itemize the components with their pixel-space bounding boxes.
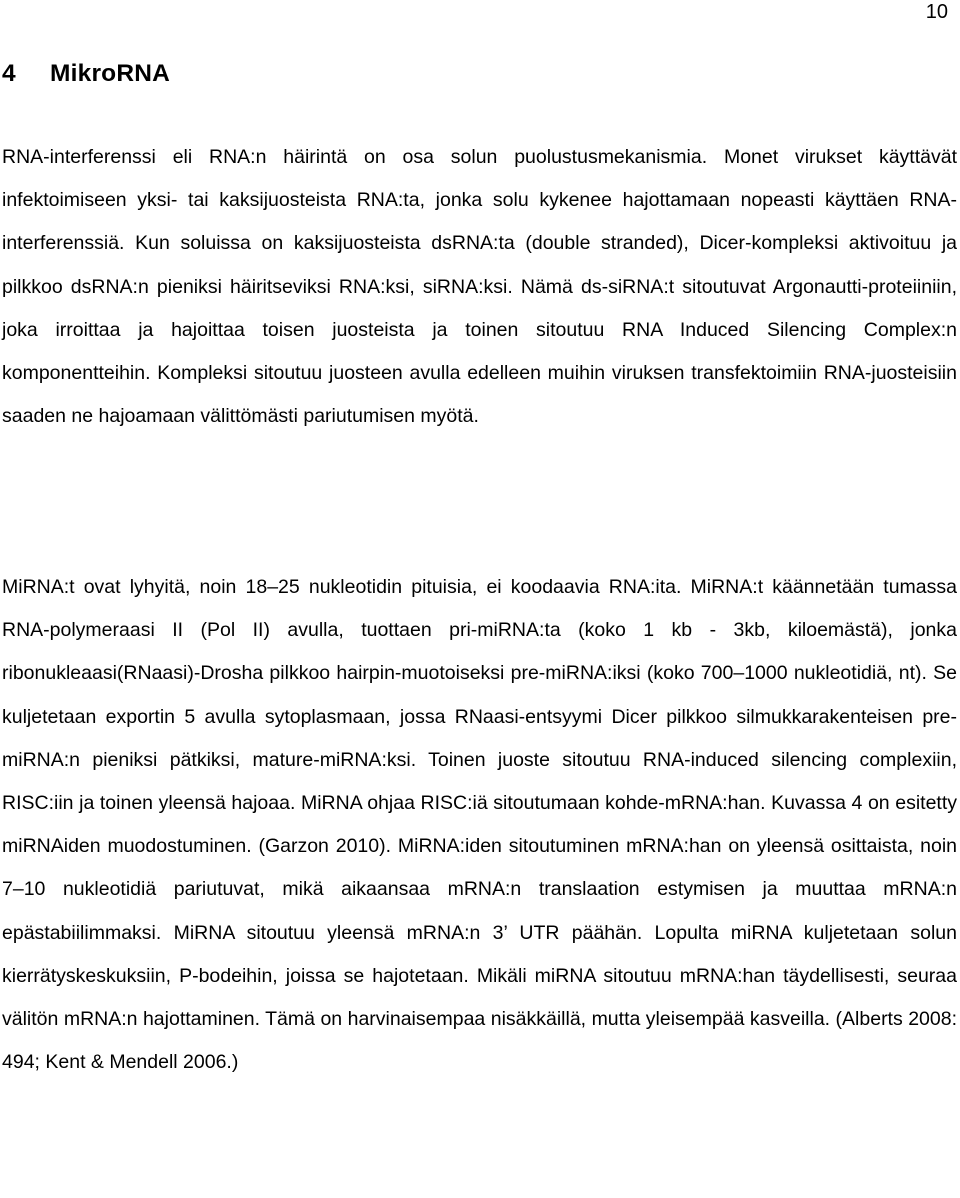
body-paragraph-mirna: MiRNA:t ovat lyhyitä, noin 18–25 nukleotidin pituisia, ei koodaavia RNA:ita. MiRNA:t käännetään tumassa RNA-polymeraasi II (Pol II) avulla, tuottaen pri-miRNA:ta (koko 1 kb - 3kb, kiloemästä), jonka ribonukleaasi(RNaasi)-Drosha pilkkoo hairpin-muotoiseksi pre-miRNA:iksi (koko 700–1000 nukleotidiä, nt). Se kuljetetaan exportin 5 avulla sytoplasmaan, jossa RNaasi-entsyymi Dicer pilkkoo silmukkarakenteisen pre-miRNA:n pieniksi pätkiksi, mature-miRNA:ksi. Toinen juoste sitoutuu RNA-induced silencing complexiin, RISC:iin ja toinen yleensä hajoaa. MiRNA ohjaa RISC:iä sitoutumaan kohde-mRNA:han. Kuvassa 4 on esitetty miRNAiden muodostuminen. (Garzon 2010). MiRNA:iden sitoutuminen mRNA:han on yleensä osittaista, noin 7–10 nukleotidiä pariutuvat, mikä aikaansaa mRNA:n translaation estymisen ja muuttaa mRNA:n epästabiilimmaksi. MiRNA sitoutuu yleensä mRNA:n 3’ UTR päähän. Lopulta miRNA kuljetetaan solun kierrätyskeskuksiin, P-bodeihin, joissa se hajotetaan. Mikäli miRNA sitoutuu mRNA:han täydellisesti, seuraa välitön mRNA:n hajottaminen. Tämä on harvinaisempaa nisäkkäillä, mutta yleisempää kasveilla. (Alberts 2008: 494; Kent & Mendell 2006.) <box>2 576 957 1074</box>
chapter-number: 4 <box>2 60 16 87</box>
chapter-title: MikroRNA <box>50 60 171 87</box>
page-number: 10 <box>925 1 948 23</box>
body-paragraph-rna-interference: RNA-interferenssi eli RNA:n häirintä on osa solun puolustusmekanismia. Monet virukset käyttävät infektoimiseen yksi- tai kaksijuosteista RNA:ta, jonka solu kykenee hajottamaan nopeasti käyttäen RNA-interferenssiä. Kun soluissa on kaksijuosteista dsRNA:ta (double stranded), Dicer-kompleksi aktivoituu ja pilkkoo dsRNA:n pieniksi häiritseviksi RNA:ksi, siRNA:ksi. Nämä ds-siRNA:t sitoutuvat Argonautti-proteiiniin, joka irroittaa ja hajoittaa toisen juosteista ja toinen sitoutuu RNA Induced Silencing Complex:n komponentteihin. Kompleksi sitoutuu juosteen avulla edelleen muihin viruksen transfektoimiin RNA-juosteisiin saaden ne hajoamaan välittömästi pariutumisen myötä. <box>2 146 957 428</box>
chapter-heading <box>2 58 170 90</box>
